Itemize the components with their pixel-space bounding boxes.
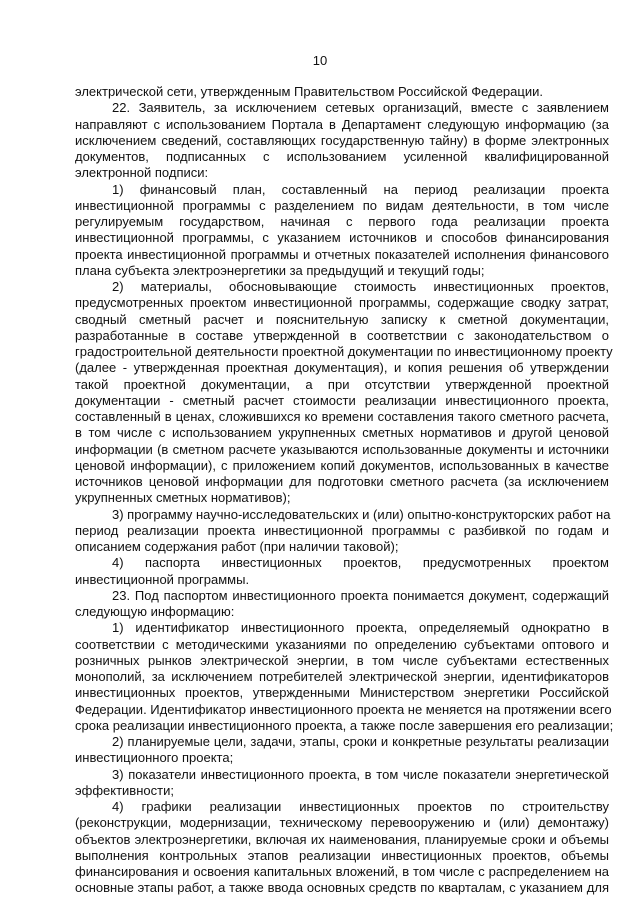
text-line: направляют с использованием Портала в Департамент следующую информацию (за	[75, 116, 609, 132]
text-line: 2) материалы, обосновывающие стоимость инвестиционных проектов,	[112, 279, 609, 294]
text-line: источников ценовой информации для подготовки сметного расчета (за исключением	[75, 474, 609, 489]
text-line: 1) финансовый план, составленный на период реализации проекта	[112, 181, 609, 197]
text-line: 4) графики реализации инвестиционных проектов по строительству	[112, 799, 609, 814]
text-line: инвестиционного проекта;	[75, 750, 234, 766]
text-line: составленный в ценах, сложившихся ко времени составления такого сметного расчета,	[75, 409, 609, 424]
page-number: 10	[312, 53, 328, 68]
text-line: выполнения контрольных этапов реализации инвестиционных проектов, объемы	[75, 847, 609, 863]
text-line: предусмотренных проектом инвестиционной программы, содержащие сводку затрат,	[75, 295, 609, 311]
text-line: сводный сметный расчет и пояснительную записку к сметной документации,	[75, 311, 609, 327]
text-line: градостроительной деятельности проектной документации по инвестиционному проекту	[75, 344, 613, 359]
text-line: объектов электроэнергетики, включая их наименования, планируемые сроки и объемы	[75, 831, 609, 847]
text-line: 23. Под паспортом инвестиционного проекта понимается документ, содержащий	[112, 587, 609, 603]
text-line: 3) программу научно-исследовательских и (или) опытно-конструкторских работ на	[112, 506, 611, 522]
text-line: 1) идентификатор инвестиционного проекта, определяемый однократно в	[112, 620, 609, 636]
text-line: эффективности;	[75, 782, 174, 798]
text-line: 22. Заявитель, за исключением сетевых организаций, вместе с заявлением	[112, 100, 609, 116]
text-line: проекта инвестиционной программы и отчетных показателей исполнения финансового	[75, 246, 609, 262]
text-line: электрической сети, утвержденным Правительством Российской Федерации.	[75, 84, 543, 99]
text-line: соответствии с методическими указаниями по определению субъектами оптового и	[75, 636, 609, 652]
text-line: инвестиционной программы с разделением по видам деятельности, в том числе	[75, 197, 609, 213]
text-line: электронной подписи:	[75, 165, 209, 181]
text-line: период реализации проекта инвестиционной программы с разбивкой по годам и	[75, 522, 609, 538]
text-line: инвестиционной программы.	[75, 571, 250, 587]
text-line: инвестиционной программы, с указанием источников и способов финансирования	[75, 230, 609, 246]
text-line: 4) паспорта инвестиционных проектов, предусмотренных проектом	[112, 555, 609, 571]
text-line: укрупненных сметных нормативов);	[75, 490, 291, 506]
text-line: 3) показатели инвестиционного проекта, в том числе показатели энергетической	[112, 766, 609, 782]
text-line: (далее - утвержденная проектная документация), и копия решения об утверждении	[75, 360, 609, 376]
text-line: монополий, за исключением потребителей электрической энергии, идентификаторов	[75, 669, 609, 684]
text-line: финансирования и освоения капитальных вложений, в том числе с распределением на	[75, 864, 609, 879]
text-line: следующую информацию:	[75, 604, 235, 619]
text-line: Федерации. Идентификатор инвестиционного проекта не меняется на протяжении всего	[75, 701, 612, 717]
text-line: ценовой информации), с приложением копий документов, использованных в качестве	[75, 457, 609, 473]
text-line: (реконструкции, модернизации, техническому перевооружению и (или) демонтажу)	[75, 815, 609, 831]
text-line: исключением сведений, составляющих государственную тайну) в форме электронных	[75, 132, 609, 148]
text-line: розничных рынков электрической энергии, в том числе субъектами естественных	[75, 652, 609, 668]
text-line: в том числе с использованием укрупненных сметных нормативов и другой ценовой	[75, 425, 609, 441]
text-line: 2) планируемые цели, задачи, этапы, сроки и конкретные результаты реализации	[112, 734, 609, 749]
text-line: описанием содержания работ (при наличии таковой);	[75, 539, 399, 554]
text-line: разработанные в составе утвержденной в соответствии с законодательством о	[75, 327, 609, 343]
text-line: инвестиционных проектов, утвержденными Министерством энергетики Российской	[75, 685, 609, 701]
text-line: информации (в сметном расчете указываются использованные документы и источники	[75, 441, 609, 457]
text-line: срока реализации инвестиционного проекта, а также после завершения его реализации;	[75, 717, 614, 733]
text-line: плана субъекта электроэнергетики за предыдущий и текущий годы;	[75, 262, 485, 278]
text-line: документов, подписанных с использованием усиленной квалифицированной	[75, 149, 609, 164]
text-line: основные этапы работ, а также ввода основных средств по кварталам, с указанием для	[75, 880, 609, 896]
text-line: регулируемым государством, начиная с первого года реализации проекта	[75, 214, 609, 229]
text-line: такой проектной документации, а при отсутствии утвержденной проектной	[75, 376, 609, 392]
text-line: документации - сметный расчет стоимости реализации инвестиционного проекта,	[75, 392, 609, 408]
